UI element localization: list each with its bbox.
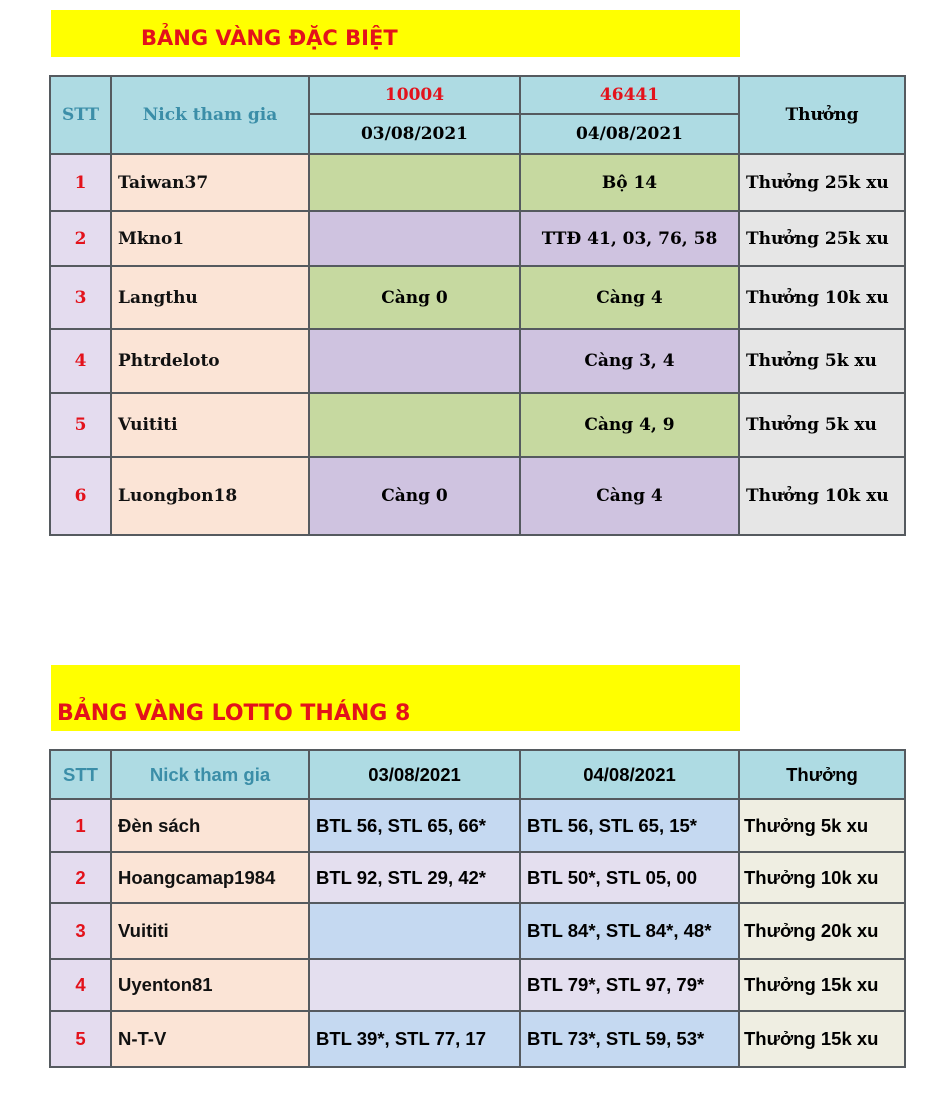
row-date2-cell: BTL 84*, STL 84*, 48* xyxy=(520,903,739,959)
header-nick: Nick tham gia xyxy=(111,76,309,154)
row-date1-cell: Càng 0 xyxy=(309,457,520,535)
row-date2-cell: TTĐ 41, 03, 76, 58 xyxy=(520,211,739,266)
row-reward: Thưởng 5k xu xyxy=(739,329,905,393)
table-row xyxy=(50,457,905,535)
row-stt: 2 xyxy=(50,211,111,266)
row-date2-cell: Bộ 14 xyxy=(520,154,739,211)
row-stt: 3 xyxy=(50,266,111,329)
header-reward: Thưởng xyxy=(739,76,905,154)
row-date1-cell: BTL 39*, STL 77, 17 xyxy=(309,1011,520,1067)
table-row xyxy=(50,1011,905,1067)
header-row xyxy=(50,750,905,799)
row-stt: 2 xyxy=(50,852,111,903)
row-reward: Thưởng 25k xu xyxy=(739,154,905,211)
table-row xyxy=(50,266,905,329)
header-result-2: 46441 xyxy=(520,76,739,114)
row-nick: Luongbon18 xyxy=(111,457,309,535)
row-reward: Thưởng 5k xu xyxy=(739,799,905,852)
header-nick: Nick tham gia xyxy=(111,750,309,799)
special-leaderboard-table xyxy=(49,75,906,536)
row-date1-cell xyxy=(309,959,520,1011)
row-reward: Thưởng 10k xu xyxy=(739,852,905,903)
row-reward: Thưởng 15k xu xyxy=(739,1011,905,1067)
row-date1-cell xyxy=(309,393,520,457)
row-date1-cell xyxy=(309,154,520,211)
row-nick: Taiwan37 xyxy=(111,154,309,211)
table-row xyxy=(50,154,905,211)
row-reward: Thưởng 15k xu xyxy=(739,959,905,1011)
header-stt: STT xyxy=(50,750,111,799)
row-date2-cell: BTL 73*, STL 59, 53* xyxy=(520,1011,739,1067)
title-banner-special xyxy=(51,10,740,57)
lotto-leaderboard-table xyxy=(49,749,906,1068)
row-stt: 1 xyxy=(50,154,111,211)
row-nick: Uyenton81 xyxy=(111,959,309,1011)
title-banner-lotto xyxy=(51,665,740,731)
row-date1-cell xyxy=(309,329,520,393)
row-date2-cell: BTL 56, STL 65, 15* xyxy=(520,799,739,852)
row-date2-cell: Càng 4, 9 xyxy=(520,393,739,457)
table-row xyxy=(50,211,905,266)
row-nick: Đèn sách xyxy=(111,799,309,852)
table-row xyxy=(50,903,905,959)
row-reward: Thưởng 10k xu xyxy=(739,266,905,329)
row-stt: 1 xyxy=(50,799,111,852)
header-date-1: 03/08/2021 xyxy=(309,114,520,154)
table-row xyxy=(50,393,905,457)
row-nick: Vuititi xyxy=(111,393,309,457)
row-reward: Thưởng 20k xu xyxy=(739,903,905,959)
title-lotto: BẢNG VÀNG LOTTO THÁNG 8 xyxy=(57,701,411,726)
row-stt: 4 xyxy=(50,329,111,393)
row-nick: Phtrdeloto xyxy=(111,329,309,393)
row-stt: 5 xyxy=(50,393,111,457)
header-row xyxy=(50,76,905,114)
row-date2-cell: Càng 3, 4 xyxy=(520,329,739,393)
row-date2-cell: Càng 4 xyxy=(520,266,739,329)
row-stt: 4 xyxy=(50,959,111,1011)
row-nick: Mkno1 xyxy=(111,211,309,266)
row-date2-cell: Càng 4 xyxy=(520,457,739,535)
row-stt: 6 xyxy=(50,457,111,535)
row-stt: 3 xyxy=(50,903,111,959)
row-nick: Langthu xyxy=(111,266,309,329)
row-date2-cell: BTL 50*, STL 05, 00 xyxy=(520,852,739,903)
table-row xyxy=(50,799,905,852)
row-nick: Hoangcamap1984 xyxy=(111,852,309,903)
row-date1-cell: BTL 92, STL 29, 42* xyxy=(309,852,520,903)
table-row xyxy=(50,852,905,903)
header-result-1: 10004 xyxy=(309,76,520,114)
title-special: BẢNG VÀNG ĐẶC BIỆT xyxy=(141,26,398,50)
row-date1-cell xyxy=(309,903,520,959)
header-date-2: 04/08/2021 xyxy=(520,750,739,799)
row-date1-cell: BTL 56, STL 65, 66* xyxy=(309,799,520,852)
table-row xyxy=(50,329,905,393)
header-date-1: 03/08/2021 xyxy=(309,750,520,799)
table-row xyxy=(50,959,905,1011)
row-reward: Thưởng 25k xu xyxy=(739,211,905,266)
row-nick: N-T-V xyxy=(111,1011,309,1067)
header-reward: Thưởng xyxy=(739,750,905,799)
header-date-2: 04/08/2021 xyxy=(520,114,739,154)
row-date1-cell xyxy=(309,211,520,266)
row-date1-cell: Càng 0 xyxy=(309,266,520,329)
row-nick: Vuititi xyxy=(111,903,309,959)
row-date2-cell: BTL 79*, STL 97, 79* xyxy=(520,959,739,1011)
row-reward: Thưởng 10k xu xyxy=(739,457,905,535)
row-reward: Thưởng 5k xu xyxy=(739,393,905,457)
row-stt: 5 xyxy=(50,1011,111,1067)
header-stt: STT xyxy=(50,76,111,154)
